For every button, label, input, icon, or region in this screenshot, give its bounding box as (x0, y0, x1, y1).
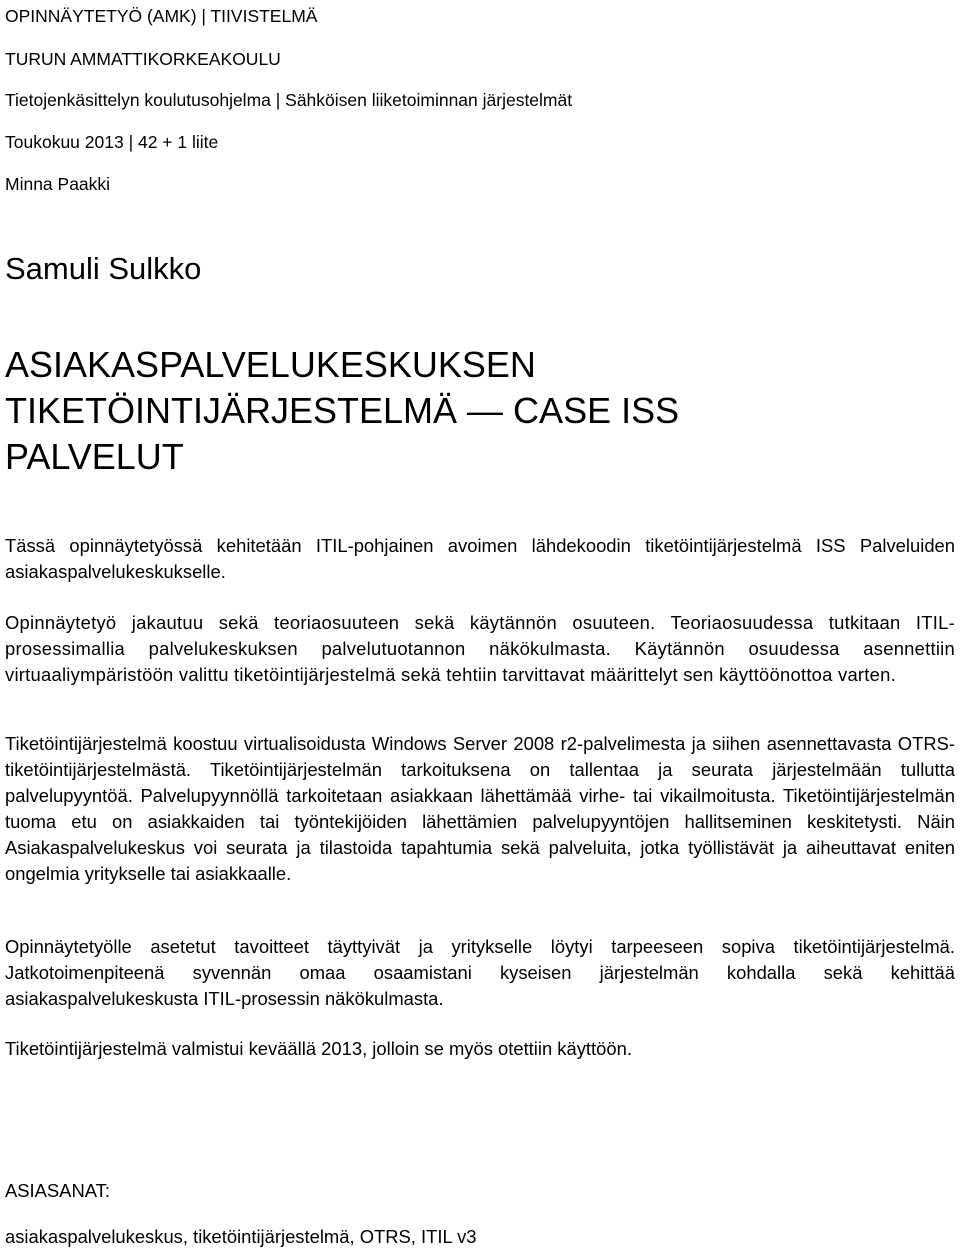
author-name: Samuli Sulkko (5, 251, 202, 286)
abstract-paragraph-1: Tässä opinnäytetyössä kehitetään ITIL-pohjainen avoimen lähdekoodin tiketöintijärjestelmä ISS Palveluiden asiakaspalvelukeskukselle. (5, 535, 955, 582)
keywords-label: ASIASANAT: (5, 1180, 110, 1201)
date-and-pages: Toukokuu 2013 | 42 + 1 liite (5, 132, 219, 152)
abstract-paragraph-3: Tiketöintijärjestelmä koostuu virtualisoidusta Windows Server 2008 r2-palvelimesta ja siihen asennettavasta OTRS-tiketöintijärjestelmästä. Tiketöintijärjestelmän tarkoituksena on tallentaa ja seurata järjestelmään tullutta palvelupyyntöä. Palvelupyynnöllä tarkoitetaan asiakkaan lähettämää virhe- tai vikailmoitusta. Tiketöintijärjestelmän tuoma etu on asiakkaiden tai työntekijöiden lähettämien palvelupyyntöjen hallitseminen keskitetysti. Näin Asiakaspalvelukeskus voi seurata ja tilastoida tapahtumia sekä palveluita, jotka työllistävät ja aiheuttavat eniten ongelmia yritykselle tai asiakkaalle. (5, 733, 955, 884)
supervisor-name: Minna Paakki (5, 174, 111, 194)
abstract-paragraph-2: Opinnäytetyö jakautuu sekä teoriaosuuteen sekä käytännön osuuteen. Teoriaosuudessa tutkitaan ITIL-prosessimallia palvelukeskuksen palvelutuotannon näkökulmasta. Käytännön osuudessa asennettiin virtuaaliympäristöön valittu tiketöintijärjestelmä sekä tehtiin tarvittavat määrittelyt sen käyttöönottoa varten. (5, 612, 955, 685)
thesis-type-line: OPINNÄYTETYÖ (AMK) | TIIVISTELMÄ (5, 6, 318, 26)
title-line-1: ASIAKASPALVELUKESKUKSEN (5, 344, 536, 385)
title-line-3: PALVELUT (5, 436, 184, 477)
degree-programme: Tietojenkäsittelyn koulutusohjelma | Sähköisen liiketoiminnan järjestelmät (5, 90, 573, 110)
abstract-paragraph-5: Tiketöintijärjestelmä valmistui keväällä 2013, jolloin se myös otettiin käyttöön. (5, 1038, 632, 1059)
keywords-values: asiakaspalvelukeskus, tiketöintijärjestelmä, OTRS, ITIL v3 (5, 1226, 477, 1247)
school-name: TURUN AMMATTIKORKEAKOULU (5, 49, 281, 69)
thesis-title (5, 342, 679, 480)
title-line-2: TIKETÖINTIJÄRJESTELMÄ — CASE ISS (5, 390, 680, 431)
abstract-paragraph-4: Opinnäytetyölle asetetut tavoitteet täyttyivät ja yritykselle löytyi tarpeeseen sopiva tiketöintijärjestelmä. Jatkotoimenpiteenä syvennän omaa osaamistani kyseisen järjestelmän kohdalla sekä kehittää asiakaspalvelukeskusta ITIL-prosessin näkökulmasta. (5, 936, 955, 1009)
